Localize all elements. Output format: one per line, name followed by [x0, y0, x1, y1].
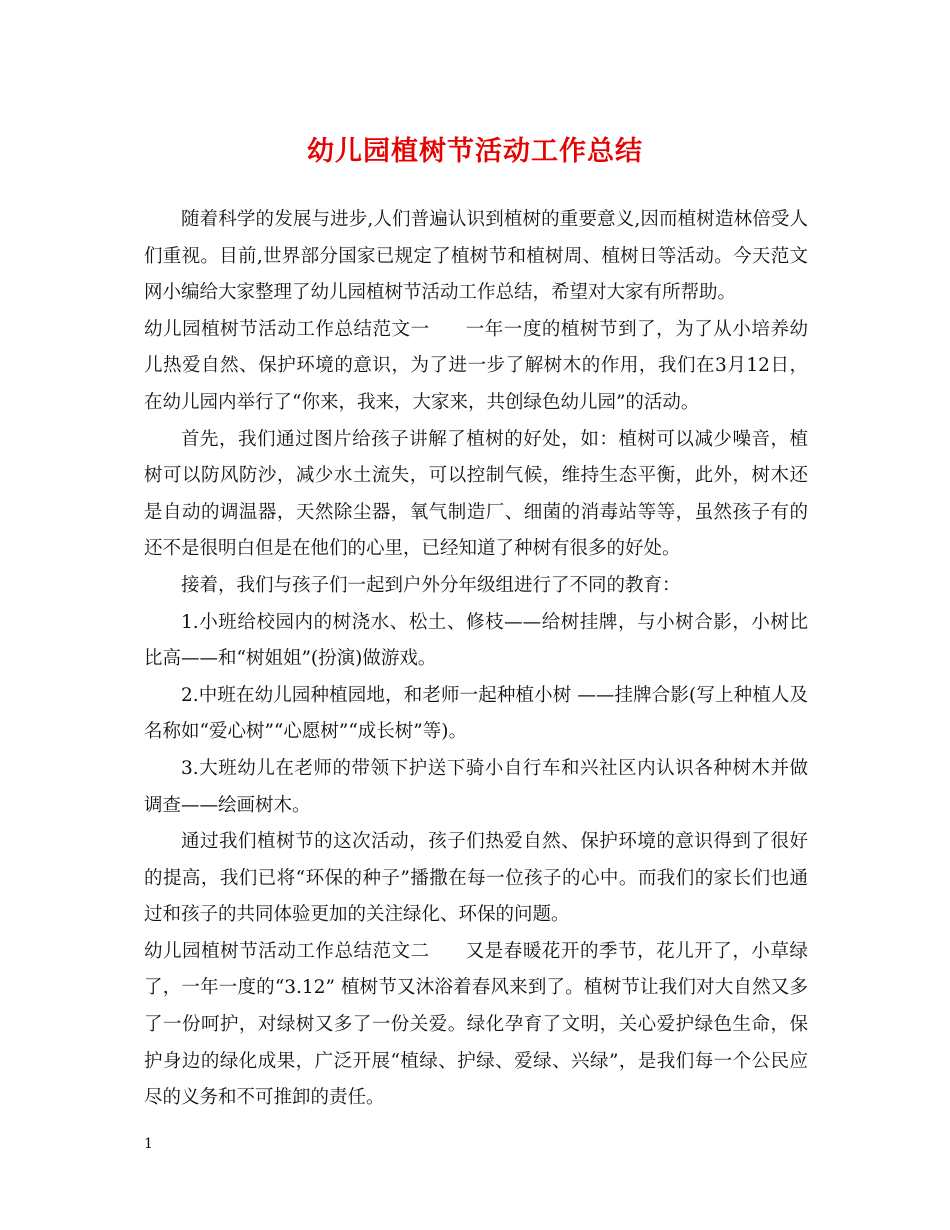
- paragraph-intro: 随着科学的发展与进步,人们普遍认识到植树的重要意义,因而植树造林倍受人们重视。目前,世界部分国家已规定了植树节和植树周、植树日等活动。今天范文网小编给大家整理了幼儿园植树节活动工作总结，希望对大家有所帮助。: [144, 209, 808, 304]
- paragraph-sample-two: [144, 934, 808, 1117]
- sample-two-text: 又是春暖花开的季节，花儿开了，小草绿了，一年一度的“3.12” 植树节又沐浴着春风来到了。植树节让我们对大自然又多了一份呵护，对绿树又多了一份关爱。绿化孕育了文明，关心爱护绿色生命，保护身边的绿化成果，广泛开展“植绿、护绿、爱绿、兴绿”，是我们每一个公民应尽的义务和不可推卸的责任。: [144, 940, 808, 1109]
- paragraph-conclusion: 通过我们植树节的这次活动，孩子们热爱自然、保护环境的意识得到了很好的提高，我们已将“环保的种子”播撒在每一位孩子的心中。而我们的家长们也通过和孩子的共同体验更加的关注绿化、环保的问题。: [144, 831, 808, 926]
- document-body: [144, 202, 808, 1117]
- list-item-small-class: 1.小班给校园内的树浇水、松土、修枝——给树挂牌，与小树合影，小树比比高——和“树姐姐”(扮演)做游戏。: [144, 611, 808, 670]
- document-title: 幼儿园植树节活动工作总结: [307, 136, 643, 167]
- page-number: 1: [144, 1136, 153, 1152]
- list-item-large-class: 3.大班幼儿在老师的带领下护送下骑小自行车和兴社区内认识各种树木并做调查——绘画树木。: [144, 757, 808, 816]
- list-item-middle-class: 2.中班在幼儿园种植园地，和老师一起种植小树 ——挂牌合影(写上种植人及名称如“爱心树”“心愿树”“成长树”等)。: [144, 684, 808, 743]
- sample-one-heading: 幼儿园植树节活动工作总结范文一: [144, 318, 430, 340]
- paragraph-outdoor: 接着，我们与孩子们一起到户外分年级组进行了不同的教育：: [181, 574, 681, 596]
- sample-one-text: 一年一度的植树节到了，为了从小培养幼儿热爱自然、保护环境的意识，为了进一步了解树木的作用，我们在3月12日，在幼儿园内举行了“你来，我来，大家来，共创绿色幼儿园”的活动。: [144, 318, 808, 413]
- paragraph-sample-one: [144, 312, 808, 422]
- paragraph-benefits: 首先，我们通过图片给孩子讲解了植树的好处，如：植树可以减少噪音，植树可以防风防沙，减少水土流失，可以控制气候，维持生态平衡，此外，树木还是自动的调温器，天然除尘器，氧气制造厂、细菌的消毒站等等，虽然孩子有的还不是很明白但是在他们的心里，已经知道了种树有很多的好处。: [144, 428, 808, 560]
- sample-two-heading: 幼儿园植树节活动工作总结范文二: [144, 940, 430, 962]
